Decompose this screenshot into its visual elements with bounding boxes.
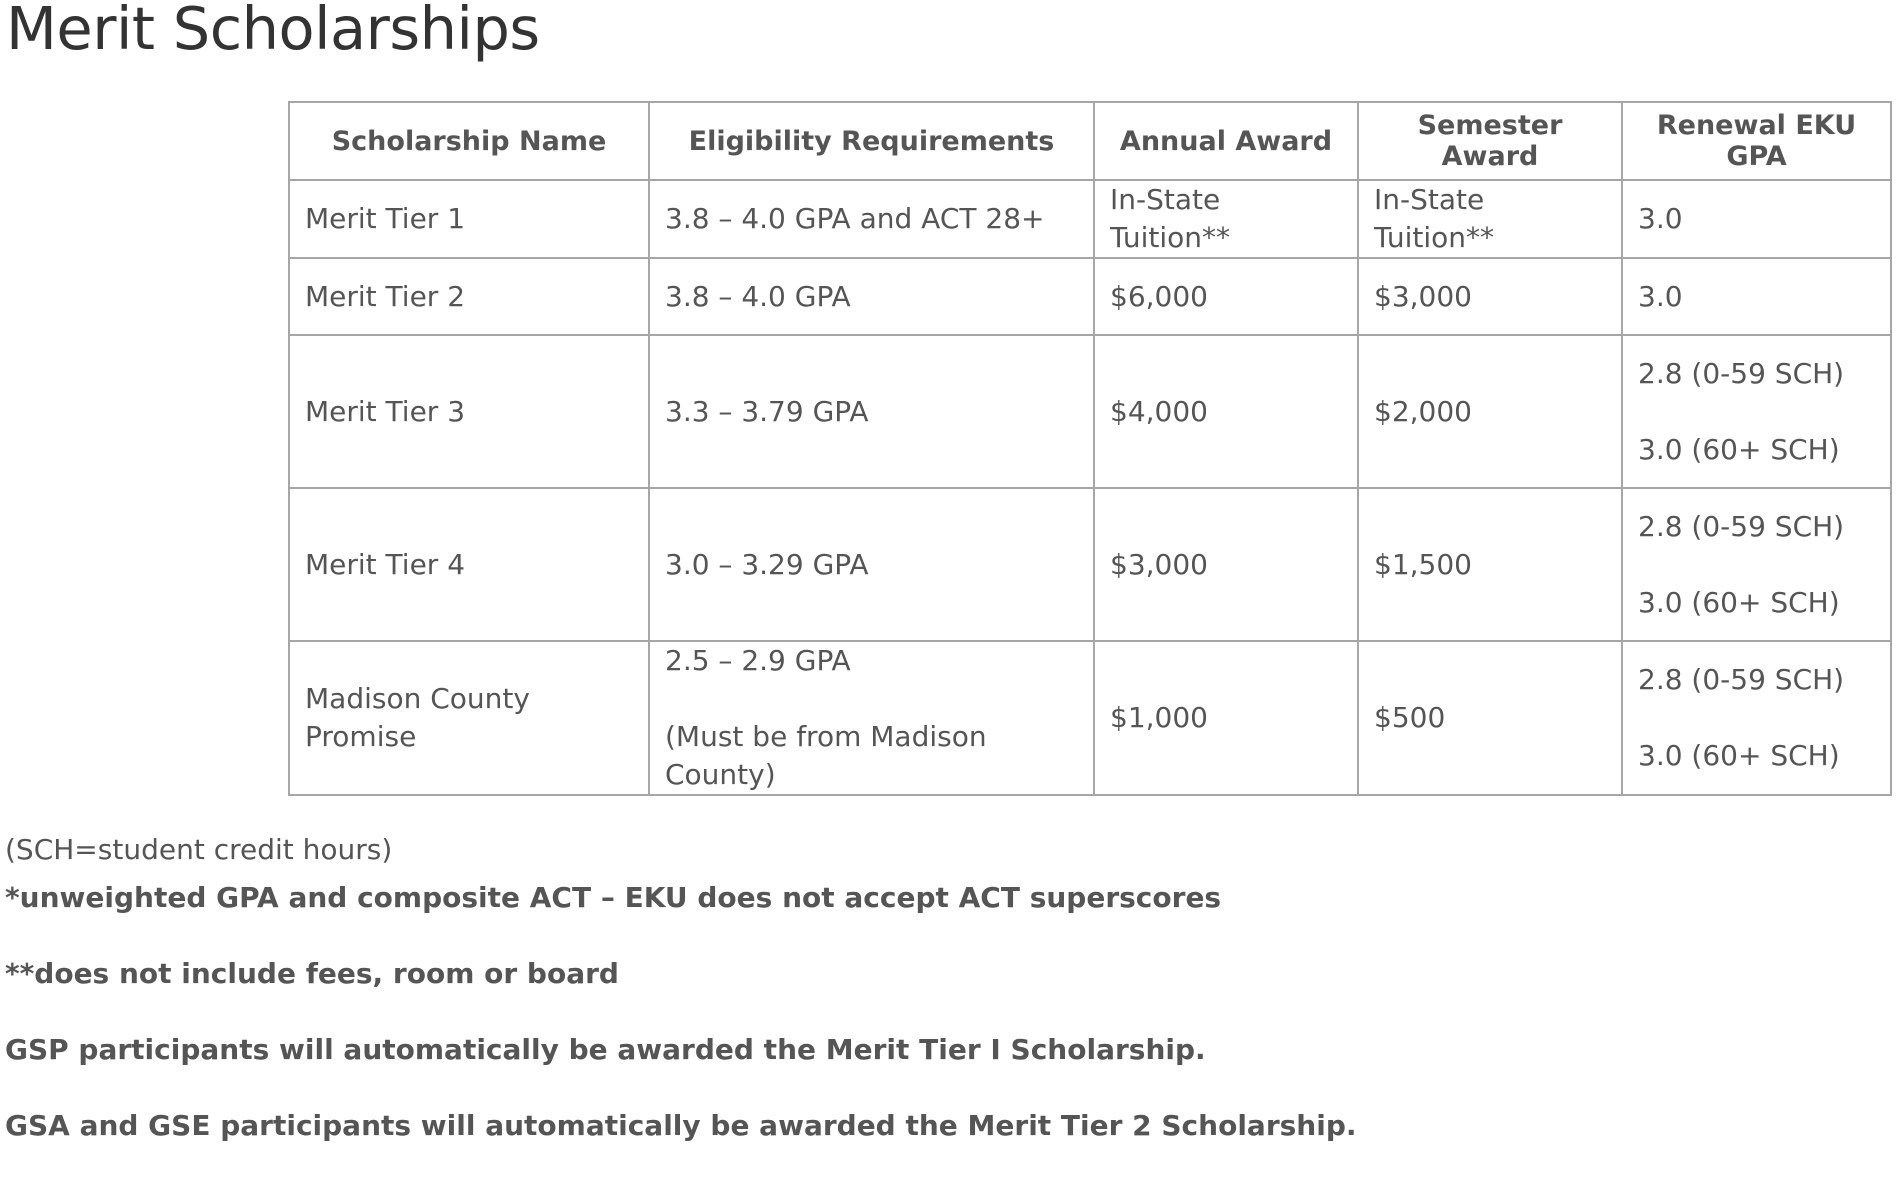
scholarship-name: Merit Tier 2 xyxy=(305,279,466,313)
eligibility-cell xyxy=(649,258,1094,335)
semester-award: $500 xyxy=(1374,701,1446,734)
line-spacer xyxy=(1638,699,1875,737)
renewal-gpa-upper: 3.0 (60+ SCH) xyxy=(1638,432,1840,466)
annual-award-cell xyxy=(1094,180,1358,258)
semester-award: $2,000 xyxy=(1374,394,1472,428)
eligibility-cell xyxy=(649,488,1094,641)
eligibility-cell xyxy=(649,641,1094,795)
header-renewal-eku-gpa: Renewal EKU GPA xyxy=(1622,102,1891,180)
renewal-gpa-lower: 2.8 (0-59 SCH) xyxy=(1638,663,1845,696)
annual-award: $4,000 xyxy=(1110,394,1208,428)
annual-award: $1,000 xyxy=(1110,701,1208,734)
annual-award-cell xyxy=(1094,488,1358,641)
scholarship-name: Madison County Promise xyxy=(305,682,530,753)
eligibility-text: 2.5 – 2.9 GPA xyxy=(665,644,851,677)
renewal-gpa-lower: 2.8 (0-59 SCH) xyxy=(1638,509,1845,543)
eligibility-residency-text: (Must be from Madison County) xyxy=(665,720,987,791)
semester-award-cell xyxy=(1358,335,1622,488)
merit-scholarship-table xyxy=(288,101,1892,796)
gpa-act-note: *unweighted GPA and composite ACT – EKU does not accept ACT superscores xyxy=(5,881,1222,914)
page-title: Merit Scholarships xyxy=(6,0,540,63)
scholarship-name: Merit Tier 1 xyxy=(305,202,466,235)
renewal-gpa-upper: 3.0 (60+ SCH) xyxy=(1638,739,1840,772)
header-semester-award: Semester Award xyxy=(1358,102,1622,180)
renewal-gpa: 3.0 xyxy=(1638,202,1683,235)
annual-award-cell xyxy=(1094,258,1358,335)
renewal-gpa-cell xyxy=(1622,488,1891,641)
table-row xyxy=(289,335,1891,488)
semester-award: $3,000 xyxy=(1374,279,1472,313)
scholarship-name: Merit Tier 4 xyxy=(305,547,466,581)
annual-award-cell xyxy=(1094,335,1358,488)
line-spacer xyxy=(1638,393,1875,431)
scholarship-name-cell xyxy=(289,641,649,795)
scholarship-name-cell xyxy=(289,488,649,641)
header-annual-award: Annual Award xyxy=(1094,102,1358,180)
line-spacer xyxy=(665,680,1078,718)
renewal-gpa-cell xyxy=(1622,335,1891,488)
eligibility-cell xyxy=(649,180,1094,258)
renewal-gpa: 3.0 xyxy=(1638,279,1683,313)
semester-award: $1,500 xyxy=(1374,547,1472,581)
eligibility-text: 3.8 – 4.0 GPA xyxy=(665,279,851,313)
semester-award-cell xyxy=(1358,180,1622,258)
table-row xyxy=(289,258,1891,335)
table-row xyxy=(289,488,1891,641)
semester-award-cell xyxy=(1358,488,1622,641)
renewal-gpa-cell xyxy=(1622,258,1891,335)
eligibility-text: 3.3 – 3.79 GPA xyxy=(665,394,869,428)
eligibility-cell xyxy=(649,335,1094,488)
line-spacer xyxy=(1638,546,1875,584)
table-row xyxy=(289,641,1891,795)
footnotes xyxy=(5,826,1805,1178)
eligibility-text: 3.8 – 4.0 GPA and ACT 28+ xyxy=(665,202,1045,235)
renewal-gpa-lower: 2.8 (0-59 SCH) xyxy=(1638,356,1845,390)
header-eligibility-requirements: Eligibility Requirements xyxy=(649,102,1094,180)
table-row xyxy=(289,180,1891,258)
fees-note: **does not include fees, room or board xyxy=(5,957,619,990)
gsa-gse-note: GSA and GSE participants will automatically be awarded the Merit Tier 2 Scholarship. xyxy=(5,1109,1357,1142)
annual-award: In-State Tuition** xyxy=(1110,183,1231,254)
renewal-gpa-upper: 3.0 (60+ SCH) xyxy=(1638,585,1840,619)
scholarship-name: Merit Tier 3 xyxy=(305,394,466,428)
scholarship-name-cell xyxy=(289,258,649,335)
eligibility-text: 3.0 – 3.29 GPA xyxy=(665,547,869,581)
annual-award-cell xyxy=(1094,641,1358,795)
header-scholarship-name: Scholarship Name xyxy=(289,102,649,180)
scholarship-name-cell xyxy=(289,335,649,488)
sch-definition-note: (SCH=student credit hours) xyxy=(5,833,393,866)
semester-award: In-State Tuition** xyxy=(1374,183,1495,254)
table-header-row xyxy=(289,102,1891,180)
annual-award: $3,000 xyxy=(1110,547,1208,581)
annual-award: $6,000 xyxy=(1110,279,1208,313)
gsp-note: GSP participants will automatically be awarded the Merit Tier I Scholarship. xyxy=(5,1033,1206,1066)
renewal-gpa-cell xyxy=(1622,641,1891,795)
renewal-gpa-cell xyxy=(1622,180,1891,258)
scholarship-name-cell xyxy=(289,180,649,258)
semester-award-cell xyxy=(1358,258,1622,335)
semester-award-cell xyxy=(1358,641,1622,795)
